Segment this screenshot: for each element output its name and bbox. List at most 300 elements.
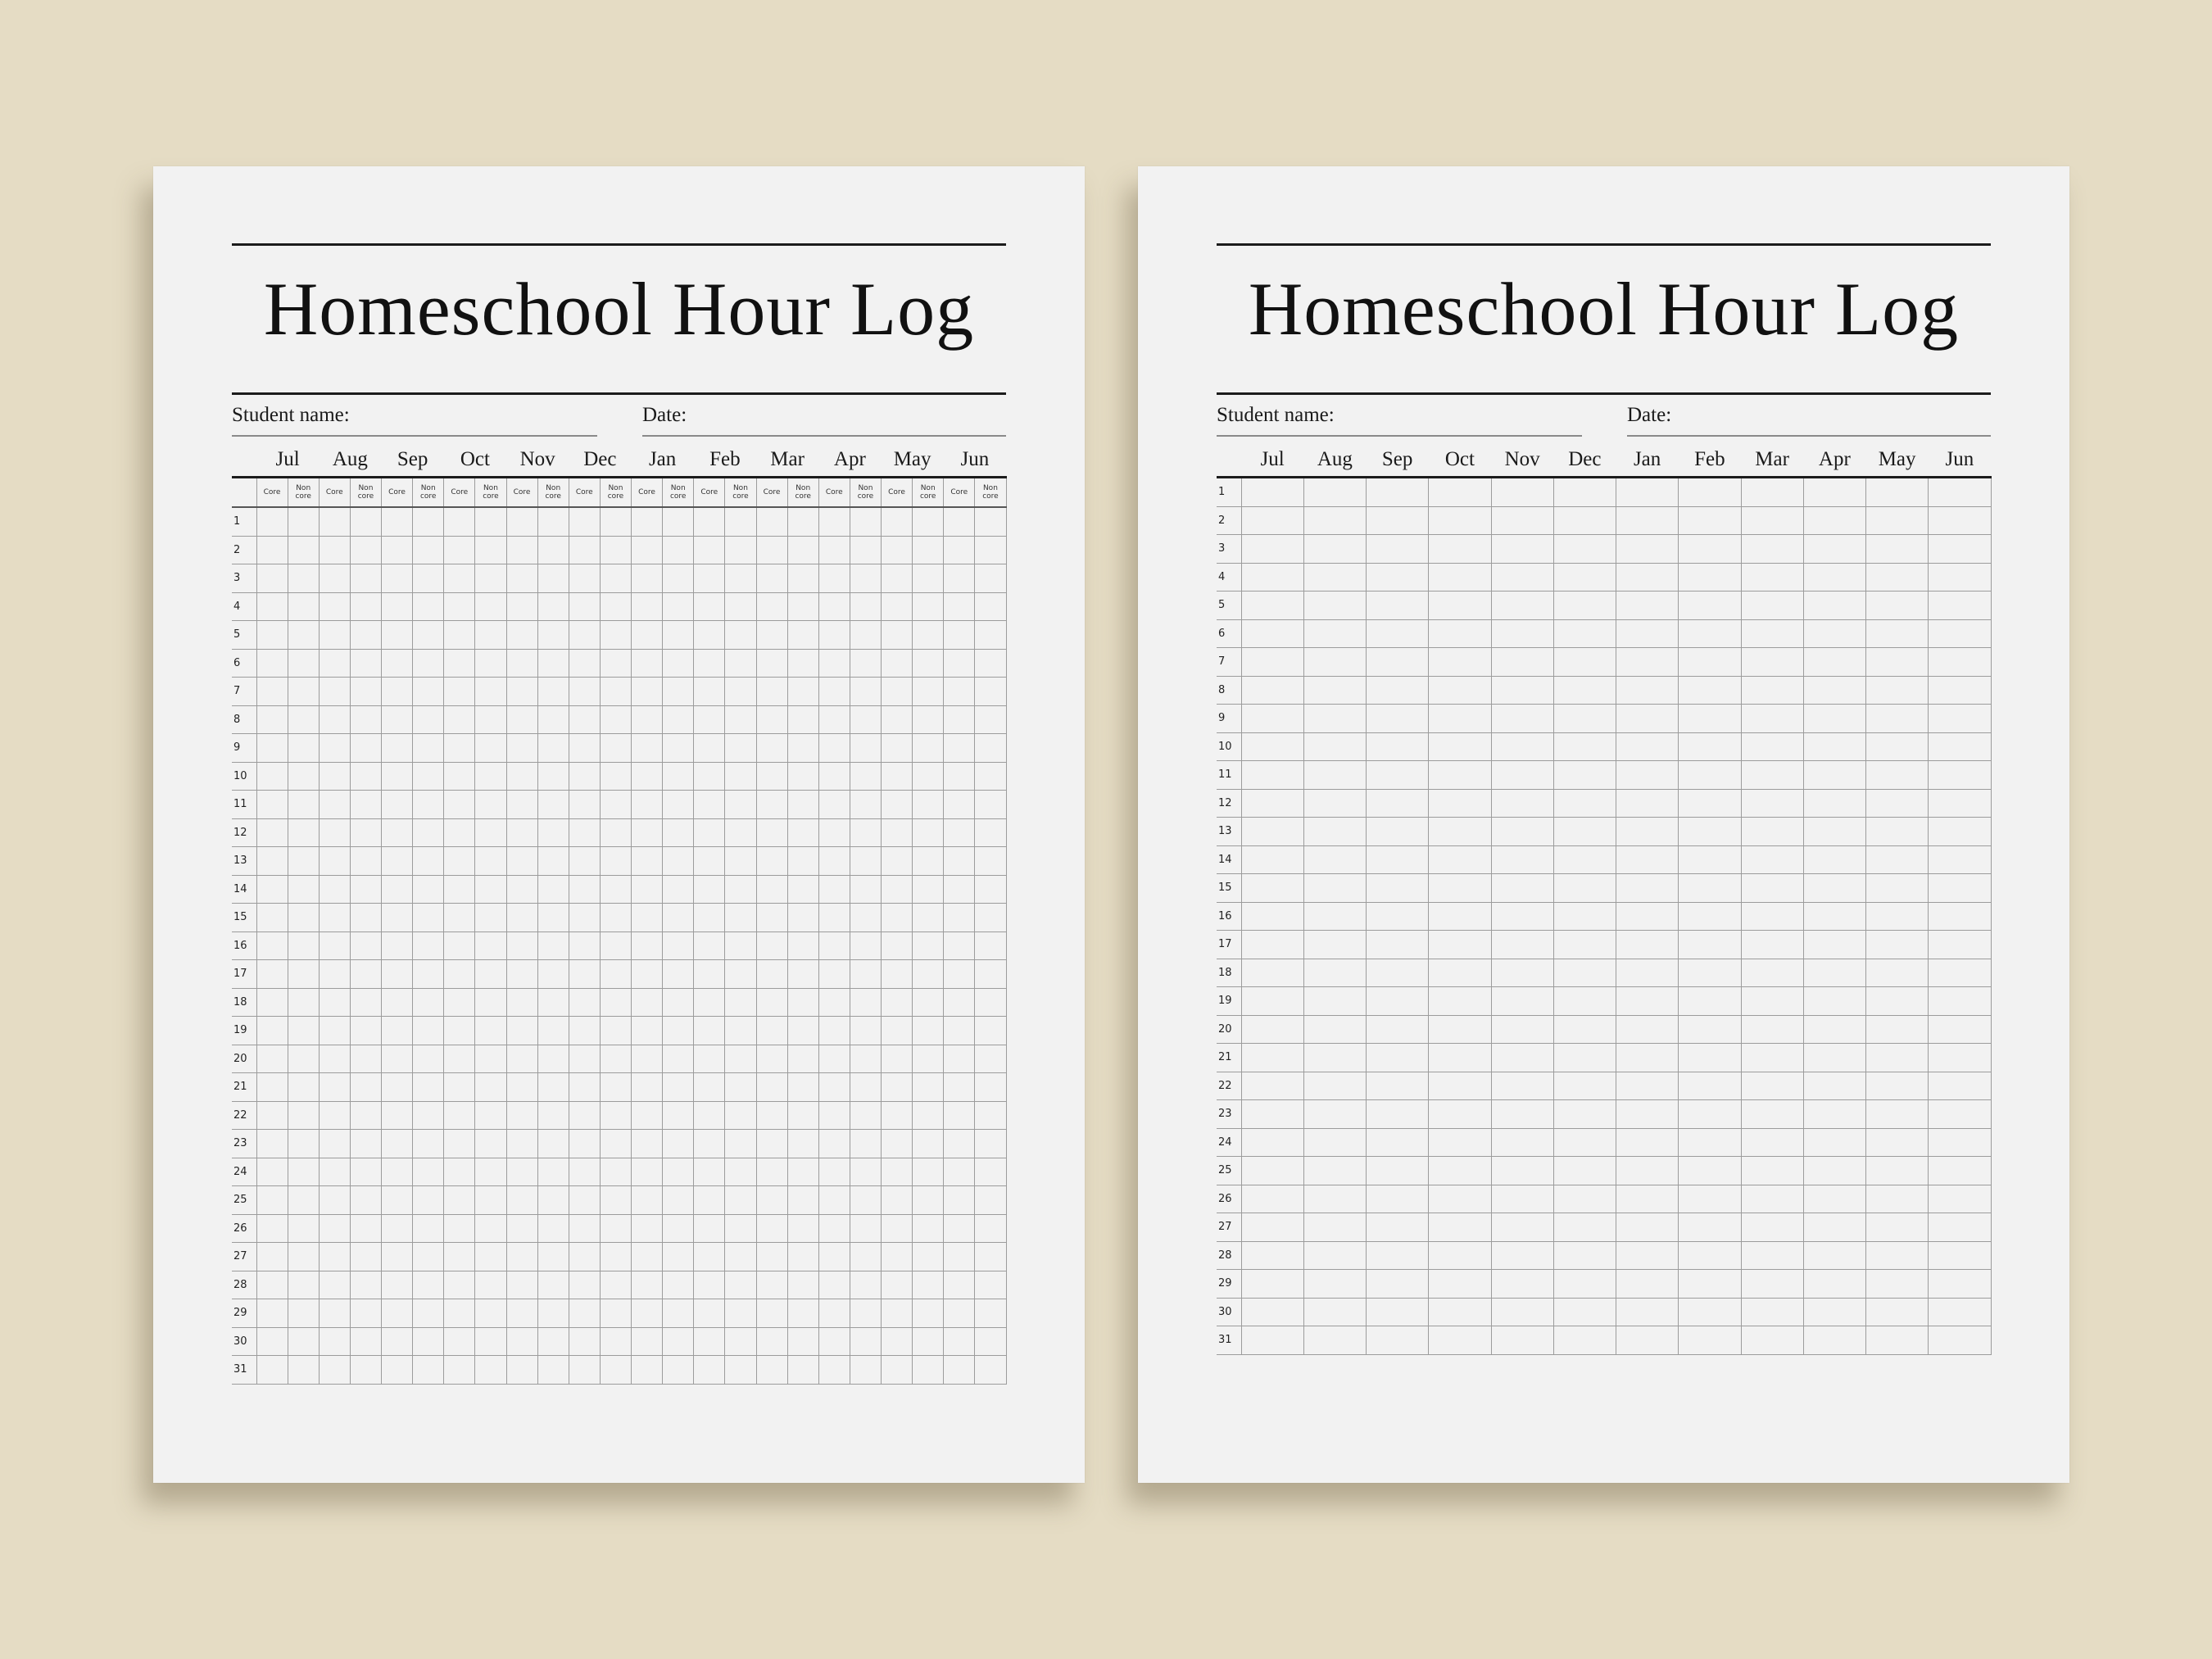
hour-cell[interactable] — [818, 847, 850, 876]
hour-cell[interactable] — [1429, 959, 1491, 987]
hour-cell[interactable] — [1367, 1185, 1429, 1213]
hour-cell[interactable] — [413, 1073, 444, 1102]
hour-cell[interactable] — [1929, 648, 1991, 677]
hour-cell[interactable] — [663, 1017, 694, 1045]
hour-cell[interactable] — [913, 875, 944, 904]
hour-cell[interactable] — [787, 988, 818, 1017]
hour-cell[interactable] — [787, 1073, 818, 1102]
hour-cell[interactable] — [944, 1356, 975, 1385]
hour-cell[interactable] — [537, 1327, 569, 1356]
hour-cell[interactable] — [600, 1045, 631, 1073]
hour-cell[interactable] — [1367, 676, 1429, 705]
hour-cell[interactable] — [1491, 959, 1553, 987]
hour-cell[interactable] — [913, 931, 944, 960]
hour-cell[interactable] — [382, 1073, 413, 1102]
hour-cell[interactable] — [350, 847, 381, 876]
hour-cell[interactable] — [663, 536, 694, 564]
hour-cell[interactable] — [1616, 959, 1679, 987]
hour-cell[interactable] — [975, 1017, 1006, 1045]
hour-cell[interactable] — [756, 931, 787, 960]
hour-cell[interactable] — [1553, 1128, 1616, 1157]
hour-cell[interactable] — [756, 1158, 787, 1186]
hour-cell[interactable] — [882, 536, 913, 564]
hour-cell[interactable] — [1491, 1044, 1553, 1072]
hour-cell[interactable] — [413, 1271, 444, 1299]
hour-cell[interactable] — [1241, 732, 1303, 761]
hour-cell[interactable] — [1367, 1326, 1429, 1355]
hour-cell[interactable] — [475, 621, 506, 650]
hour-cell[interactable] — [1616, 478, 1679, 507]
hour-cell[interactable] — [319, 1101, 350, 1130]
hour-cell[interactable] — [1803, 619, 1865, 648]
hour-cell[interactable] — [1866, 818, 1929, 846]
hour-cell[interactable] — [1741, 789, 1803, 818]
hour-cell[interactable] — [850, 904, 881, 932]
hour-cell[interactable] — [1679, 931, 1741, 959]
hour-cell[interactable] — [818, 621, 850, 650]
hour-cell[interactable] — [1866, 845, 1929, 874]
hour-cell[interactable] — [382, 1214, 413, 1243]
hour-cell[interactable] — [1367, 818, 1429, 846]
hour-cell[interactable] — [1866, 874, 1929, 903]
hour-cell[interactable] — [600, 1243, 631, 1271]
hour-cell[interactable] — [818, 1045, 850, 1073]
hour-cell[interactable] — [413, 649, 444, 678]
hour-cell[interactable] — [506, 1158, 537, 1186]
hour-cell[interactable] — [475, 1158, 506, 1186]
hour-cell[interactable] — [913, 1158, 944, 1186]
hour-cell[interactable] — [256, 1186, 288, 1215]
hour-cell[interactable] — [1616, 563, 1679, 592]
hour-cell[interactable] — [319, 1327, 350, 1356]
hour-cell[interactable] — [1367, 1298, 1429, 1326]
hour-cell[interactable] — [756, 678, 787, 706]
hour-cell[interactable] — [944, 818, 975, 847]
hour-cell[interactable] — [569, 847, 600, 876]
hour-cell[interactable] — [1616, 535, 1679, 564]
hour-cell[interactable] — [319, 791, 350, 819]
hour-cell[interactable] — [1303, 676, 1366, 705]
hour-cell[interactable] — [1241, 845, 1303, 874]
hour-cell[interactable] — [319, 1186, 350, 1215]
hour-cell[interactable] — [663, 1327, 694, 1356]
hour-cell[interactable] — [1616, 818, 1679, 846]
hour-cell[interactable] — [913, 564, 944, 593]
hour-cell[interactable] — [818, 1214, 850, 1243]
hour-cell[interactable] — [1241, 535, 1303, 564]
hour-cell[interactable] — [537, 1271, 569, 1299]
hour-cell[interactable] — [944, 762, 975, 791]
hour-cell[interactable] — [818, 592, 850, 621]
hour-cell[interactable] — [1616, 1185, 1679, 1213]
hour-cell[interactable] — [600, 734, 631, 763]
hour-cell[interactable] — [506, 1214, 537, 1243]
hour-cell[interactable] — [850, 1017, 881, 1045]
hour-cell[interactable] — [256, 1017, 288, 1045]
hour-cell[interactable] — [1866, 1072, 1929, 1100]
hour-cell[interactable] — [413, 564, 444, 593]
hour-cell[interactable] — [1553, 1298, 1616, 1326]
hour-cell[interactable] — [444, 649, 475, 678]
hour-cell[interactable] — [569, 649, 600, 678]
hour-cell[interactable] — [725, 1271, 756, 1299]
hour-cell[interactable] — [537, 1214, 569, 1243]
hour-cell[interactable] — [288, 564, 319, 593]
hour-cell[interactable] — [850, 1299, 881, 1328]
hour-cell[interactable] — [725, 1101, 756, 1130]
hour-cell[interactable] — [506, 791, 537, 819]
hour-cell[interactable] — [319, 1356, 350, 1385]
hour-cell[interactable] — [1679, 1100, 1741, 1129]
hour-cell[interactable] — [600, 1186, 631, 1215]
hour-cell[interactable] — [475, 988, 506, 1017]
hour-cell[interactable] — [1929, 535, 1991, 564]
hour-cell[interactable] — [1803, 478, 1865, 507]
hour-cell[interactable] — [1303, 732, 1366, 761]
hour-cell[interactable] — [663, 678, 694, 706]
hour-cell[interactable] — [382, 592, 413, 621]
hour-cell[interactable] — [1241, 789, 1303, 818]
hour-cell[interactable] — [663, 1130, 694, 1158]
hour-cell[interactable] — [413, 1101, 444, 1130]
hour-cell[interactable] — [256, 988, 288, 1017]
hour-cell[interactable] — [787, 1101, 818, 1130]
hour-cell[interactable] — [1803, 705, 1865, 733]
hour-cell[interactable] — [944, 875, 975, 904]
hour-cell[interactable] — [882, 1130, 913, 1158]
hour-cell[interactable] — [818, 1130, 850, 1158]
hour-cell[interactable] — [1553, 676, 1616, 705]
hour-cell[interactable] — [975, 1045, 1006, 1073]
hour-cell[interactable] — [444, 1017, 475, 1045]
hour-cell[interactable] — [1491, 619, 1553, 648]
hour-cell[interactable] — [756, 592, 787, 621]
hour-cell[interactable] — [319, 1299, 350, 1328]
hour-cell[interactable] — [1241, 506, 1303, 535]
hour-cell[interactable] — [1303, 902, 1366, 931]
hour-cell[interactable] — [632, 705, 663, 734]
hour-cell[interactable] — [1741, 761, 1803, 790]
hour-cell[interactable] — [818, 791, 850, 819]
hour-cell[interactable] — [663, 875, 694, 904]
hour-cell[interactable] — [882, 734, 913, 763]
hour-cell[interactable] — [725, 904, 756, 932]
hour-cell[interactable] — [1491, 535, 1553, 564]
hour-cell[interactable] — [537, 1158, 569, 1186]
hour-cell[interactable] — [1803, 902, 1865, 931]
hour-cell[interactable] — [288, 507, 319, 536]
hour-cell[interactable] — [1803, 959, 1865, 987]
hour-cell[interactable] — [882, 649, 913, 678]
hour-cell[interactable] — [663, 1101, 694, 1130]
hour-cell[interactable] — [569, 734, 600, 763]
hour-cell[interactable] — [382, 705, 413, 734]
hour-cell[interactable] — [475, 1130, 506, 1158]
hour-cell[interactable] — [944, 1271, 975, 1299]
hour-cell[interactable] — [1741, 845, 1803, 874]
hour-cell[interactable] — [787, 818, 818, 847]
hour-cell[interactable] — [850, 988, 881, 1017]
hour-cell[interactable] — [913, 960, 944, 989]
hour-cell[interactable] — [506, 762, 537, 791]
hour-cell[interactable] — [1679, 987, 1741, 1016]
hour-cell[interactable] — [1491, 761, 1553, 790]
hour-cell[interactable] — [694, 960, 725, 989]
hour-cell[interactable] — [1616, 1072, 1679, 1100]
hour-cell[interactable] — [1241, 478, 1303, 507]
hour-cell[interactable] — [725, 705, 756, 734]
hour-cell[interactable] — [475, 507, 506, 536]
hour-cell[interactable] — [1303, 874, 1366, 903]
hour-cell[interactable] — [413, 1214, 444, 1243]
hour-cell[interactable] — [256, 1299, 288, 1328]
hour-cell[interactable] — [787, 649, 818, 678]
hour-cell[interactable] — [725, 1158, 756, 1186]
hour-cell[interactable] — [1803, 931, 1865, 959]
hour-cell[interactable] — [537, 507, 569, 536]
hour-cell[interactable] — [725, 1130, 756, 1158]
hour-cell[interactable] — [756, 847, 787, 876]
hour-cell[interactable] — [444, 1327, 475, 1356]
hour-cell[interactable] — [506, 592, 537, 621]
hour-cell[interactable] — [1241, 1213, 1303, 1242]
hour-cell[interactable] — [1303, 1015, 1366, 1044]
hour-cell[interactable] — [1367, 761, 1429, 790]
hour-cell[interactable] — [850, 1045, 881, 1073]
hour-cell[interactable] — [350, 734, 381, 763]
hour-cell[interactable] — [288, 1158, 319, 1186]
hour-cell[interactable] — [1303, 1270, 1366, 1299]
hour-cell[interactable] — [944, 734, 975, 763]
hour-cell[interactable] — [1429, 535, 1491, 564]
hour-cell[interactable] — [913, 904, 944, 932]
hour-cell[interactable] — [600, 904, 631, 932]
hour-cell[interactable] — [632, 818, 663, 847]
hour-cell[interactable] — [632, 1214, 663, 1243]
hour-cell[interactable] — [600, 1214, 631, 1243]
hour-cell[interactable] — [1616, 676, 1679, 705]
hour-cell[interactable] — [413, 1130, 444, 1158]
hour-cell[interactable] — [1491, 648, 1553, 677]
hour-cell[interactable] — [1367, 1241, 1429, 1270]
hour-cell[interactable] — [1866, 1185, 1929, 1213]
hour-cell[interactable] — [725, 649, 756, 678]
hour-cell[interactable] — [444, 1243, 475, 1271]
hour-cell[interactable] — [1491, 1157, 1553, 1185]
hour-cell[interactable] — [1929, 1241, 1991, 1270]
hour-cell[interactable] — [1241, 648, 1303, 677]
hour-cell[interactable] — [663, 1186, 694, 1215]
hour-cell[interactable] — [756, 1243, 787, 1271]
hour-cell[interactable] — [350, 960, 381, 989]
hour-cell[interactable] — [632, 1017, 663, 1045]
hour-cell[interactable] — [1367, 789, 1429, 818]
hour-cell[interactable] — [1803, 648, 1865, 677]
hour-cell[interactable] — [882, 1356, 913, 1385]
hour-cell[interactable] — [725, 1073, 756, 1102]
hour-cell[interactable] — [288, 678, 319, 706]
hour-cell[interactable] — [1303, 506, 1366, 535]
hour-cell[interactable] — [975, 1327, 1006, 1356]
hour-cell[interactable] — [319, 1073, 350, 1102]
hour-cell[interactable] — [319, 564, 350, 593]
hour-cell[interactable] — [569, 818, 600, 847]
hour-cell[interactable] — [944, 621, 975, 650]
hour-cell[interactable] — [1679, 1128, 1741, 1157]
hour-cell[interactable] — [787, 762, 818, 791]
hour-cell[interactable] — [975, 1214, 1006, 1243]
hour-cell[interactable] — [663, 847, 694, 876]
hour-cell[interactable] — [1929, 1213, 1991, 1242]
hour-cell[interactable] — [725, 1243, 756, 1271]
hour-cell[interactable] — [1553, 535, 1616, 564]
hour-cell[interactable] — [694, 1214, 725, 1243]
hour-cell[interactable] — [882, 592, 913, 621]
hour-cell[interactable] — [756, 1356, 787, 1385]
hour-cell[interactable] — [1866, 1213, 1929, 1242]
hour-cell[interactable] — [444, 1130, 475, 1158]
hour-cell[interactable] — [694, 1045, 725, 1073]
hour-cell[interactable] — [975, 705, 1006, 734]
hour-cell[interactable] — [882, 507, 913, 536]
hour-cell[interactable] — [663, 507, 694, 536]
hour-cell[interactable] — [1866, 1044, 1929, 1072]
hour-cell[interactable] — [1241, 1157, 1303, 1185]
hour-cell[interactable] — [944, 1327, 975, 1356]
hour-cell[interactable] — [1929, 1298, 1991, 1326]
hour-cell[interactable] — [787, 847, 818, 876]
hour-cell[interactable] — [537, 960, 569, 989]
hour-cell[interactable] — [537, 1243, 569, 1271]
hour-cell[interactable] — [1866, 987, 1929, 1016]
hour-cell[interactable] — [1741, 648, 1803, 677]
hour-cell[interactable] — [506, 904, 537, 932]
hour-cell[interactable] — [1929, 1326, 1991, 1355]
hour-cell[interactable] — [382, 649, 413, 678]
hour-cell[interactable] — [632, 931, 663, 960]
hour-cell[interactable] — [506, 1073, 537, 1102]
hour-cell[interactable] — [256, 1214, 288, 1243]
hour-cell[interactable] — [1429, 705, 1491, 733]
hour-cell[interactable] — [1303, 1298, 1366, 1326]
hour-cell[interactable] — [569, 1327, 600, 1356]
hour-cell[interactable] — [1553, 1185, 1616, 1213]
hour-cell[interactable] — [694, 762, 725, 791]
hour-cell[interactable] — [350, 1130, 381, 1158]
hour-cell[interactable] — [818, 875, 850, 904]
hour-cell[interactable] — [1679, 761, 1741, 790]
hour-cell[interactable] — [1491, 1015, 1553, 1044]
hour-cell[interactable] — [944, 1243, 975, 1271]
hour-cell[interactable] — [913, 1299, 944, 1328]
hour-cell[interactable] — [382, 1017, 413, 1045]
hour-cell[interactable] — [256, 1130, 288, 1158]
hour-cell[interactable] — [913, 791, 944, 819]
hour-cell[interactable] — [1367, 705, 1429, 733]
hour-cell[interactable] — [288, 875, 319, 904]
hour-cell[interactable] — [444, 988, 475, 1017]
hour-cell[interactable] — [1367, 1072, 1429, 1100]
hour-cell[interactable] — [850, 875, 881, 904]
hour-cell[interactable] — [1303, 1044, 1366, 1072]
hour-cell[interactable] — [913, 1130, 944, 1158]
hour-cell[interactable] — [663, 649, 694, 678]
hour-cell[interactable] — [1803, 1298, 1865, 1326]
hour-cell[interactable] — [1616, 732, 1679, 761]
hour-cell[interactable] — [756, 1045, 787, 1073]
hour-cell[interactable] — [413, 621, 444, 650]
hour-cell[interactable] — [632, 904, 663, 932]
hour-cell[interactable] — [569, 592, 600, 621]
hour-cell[interactable] — [1367, 1015, 1429, 1044]
hour-cell[interactable] — [475, 734, 506, 763]
hour-cell[interactable] — [319, 960, 350, 989]
hour-cell[interactable] — [475, 1017, 506, 1045]
hour-cell[interactable] — [632, 791, 663, 819]
hour-cell[interactable] — [600, 507, 631, 536]
hour-cell[interactable] — [444, 847, 475, 876]
hour-cell[interactable] — [444, 621, 475, 650]
hour-cell[interactable] — [1616, 1298, 1679, 1326]
hour-cell[interactable] — [663, 960, 694, 989]
hour-cell[interactable] — [444, 960, 475, 989]
hour-cell[interactable] — [1429, 1270, 1491, 1299]
hour-cell[interactable] — [1491, 1241, 1553, 1270]
hour-cell[interactable] — [632, 1101, 663, 1130]
hour-cell[interactable] — [1429, 761, 1491, 790]
hour-cell[interactable] — [756, 564, 787, 593]
hour-cell[interactable] — [787, 705, 818, 734]
hour-cell[interactable] — [1367, 931, 1429, 959]
hour-cell[interactable] — [756, 734, 787, 763]
hour-cell[interactable] — [1866, 563, 1929, 592]
hour-cell[interactable] — [475, 1327, 506, 1356]
hour-cell[interactable] — [475, 1186, 506, 1215]
hour-cell[interactable] — [975, 875, 1006, 904]
hour-cell[interactable] — [818, 818, 850, 847]
hour-cell[interactable] — [569, 1017, 600, 1045]
hour-cell[interactable] — [913, 734, 944, 763]
hour-cell[interactable] — [1553, 789, 1616, 818]
hour-cell[interactable] — [1429, 1044, 1491, 1072]
hour-cell[interactable] — [756, 1271, 787, 1299]
hour-cell[interactable] — [256, 1356, 288, 1385]
hour-cell[interactable] — [350, 762, 381, 791]
hour-cell[interactable] — [850, 1214, 881, 1243]
hour-cell[interactable] — [787, 734, 818, 763]
hour-cell[interactable] — [319, 536, 350, 564]
hour-cell[interactable] — [818, 1017, 850, 1045]
hour-cell[interactable] — [913, 1271, 944, 1299]
hour-cell[interactable] — [632, 592, 663, 621]
hour-cell[interactable] — [944, 705, 975, 734]
hour-cell[interactable] — [1429, 1157, 1491, 1185]
hour-cell[interactable] — [850, 621, 881, 650]
hour-cell[interactable] — [1553, 1072, 1616, 1100]
hour-cell[interactable] — [1367, 845, 1429, 874]
hour-cell[interactable] — [1616, 619, 1679, 648]
hour-cell[interactable] — [350, 904, 381, 932]
hour-cell[interactable] — [1803, 732, 1865, 761]
hour-cell[interactable] — [1367, 478, 1429, 507]
hour-cell[interactable] — [944, 847, 975, 876]
hour-cell[interactable] — [1679, 789, 1741, 818]
hour-cell[interactable] — [913, 621, 944, 650]
hour-cell[interactable] — [1367, 1270, 1429, 1299]
hour-cell[interactable] — [506, 1101, 537, 1130]
hour-cell[interactable] — [444, 592, 475, 621]
hour-cell[interactable] — [506, 1356, 537, 1385]
